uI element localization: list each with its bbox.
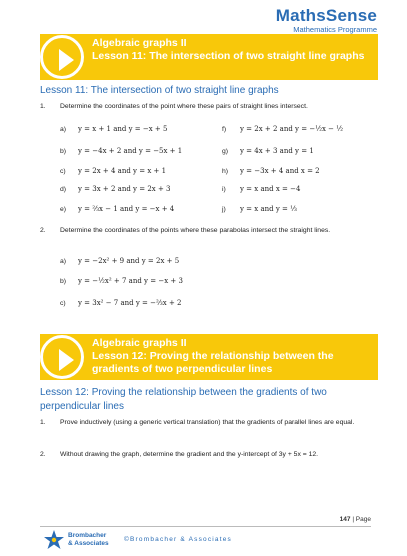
question-text: Determine the coordinates of the points where these parabolas intersect the straight lines. (60, 227, 331, 234)
exercise-item: i) y = x and x = −4 (222, 185, 301, 193)
copyright: ©Brombacher & Associates (124, 536, 233, 543)
banner-lesson-title: Lesson 12: Proving the relationship between the gradients of two perpendicular lines (92, 350, 334, 375)
exercise-item: g) y = 4x + 3 and y = 1 (222, 147, 314, 155)
exercise-item: a) y = x + 1 and y = −x + 5 (60, 125, 168, 133)
exercise-item: b) y = −½x² + 7 and y = −x + 3 (60, 277, 183, 285)
exercise-item: e) y = ⅔x − 1 and y = −x + 4 (60, 205, 175, 213)
brand-header (276, 6, 377, 34)
banner-lesson-title: Lesson 11: The intersection of two straight line graphs (92, 50, 365, 62)
exercise-item: d) y = 3x + 2 and y = 2x + 3 (60, 185, 171, 193)
footer-divider (40, 526, 371, 527)
exercise-item: c) y = 3x² − 7 and y = −⅔x + 2 (60, 299, 182, 307)
star-logo-icon (44, 530, 64, 550)
question-number: 2. (40, 227, 46, 234)
lesson-11-question-2 (40, 226, 376, 246)
exercise-item: j) y = x and y = ⅓ (222, 205, 297, 213)
play-icon (40, 35, 84, 79)
lesson-11-banner (40, 34, 378, 80)
exercise-item: b) y = −4x + 2 and y = −5x + 1 (60, 147, 183, 155)
brand-name: MathsSense (275, 6, 377, 25)
question-text: Prove inductively (using a generic vertical translation) that the gradients of parallel lines are equal. (60, 419, 355, 426)
exercise-item: a) y = −2x² + 9 and y = 2x + 5 (60, 257, 180, 265)
question-number: 1. (40, 103, 46, 110)
exercise-item: h) y = −3x + 4 and x = 2 (222, 167, 320, 175)
brand-subtitle: Mathematics Programme (293, 25, 377, 34)
banner-unit-title: Algebraic graphs II (92, 337, 187, 349)
lesson-12-question-1 (40, 418, 376, 438)
banner-unit-title: Algebraic graphs II (92, 37, 187, 49)
lesson-11-title: Lesson 11: The intersection of two straight line graphs (40, 85, 279, 96)
exercise-item: c) y = 2x + 4 and y = x + 1 (60, 167, 167, 175)
lesson-12-title: Lesson 12: Proving the relationship between the gradients of two perpendicular lines (40, 387, 327, 412)
exercise-item: f) y = 2x + 2 and y = −½x − ½ (222, 125, 344, 133)
question-number: 2. (40, 451, 46, 458)
play-icon (40, 335, 84, 379)
lesson-12-banner (40, 334, 378, 380)
question-text: Without drawing the graph, determine the gradient and the y-intercept of 3y + 5x = 12. (60, 451, 319, 458)
logo-text: Brombacher & Associates (68, 532, 109, 547)
question-text: Determine the coordinates of the point where these pairs of straight lines intersect. (60, 103, 308, 110)
page-number: 147 | Page (339, 516, 371, 523)
question-number: 1. (40, 419, 46, 426)
